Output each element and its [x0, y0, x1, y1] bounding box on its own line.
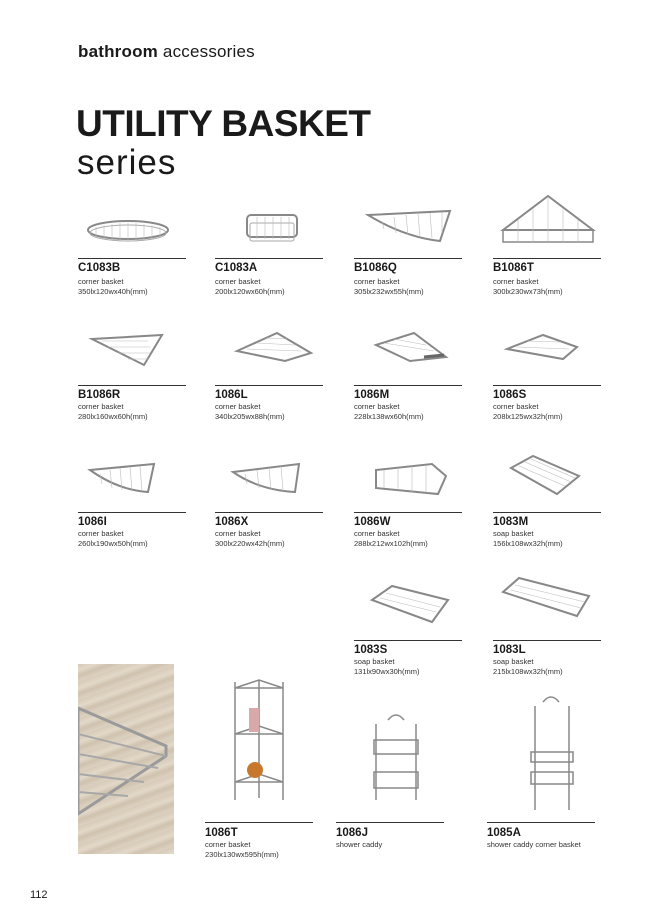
product-rule: [354, 512, 462, 513]
product-code: 1086L: [215, 389, 248, 401]
product-size: 300lx220wx42h(mm): [215, 539, 285, 548]
product-code: 1086M: [354, 389, 390, 401]
product-rule: [493, 258, 601, 259]
product-rule: [215, 385, 323, 386]
product-type: soap basket: [354, 657, 395, 666]
product-type: corner basket: [493, 277, 539, 286]
product-size: 350lx120wx40h(mm): [78, 287, 148, 296]
corner-basket-image: [215, 327, 323, 377]
rect-basket-image: [215, 205, 323, 255]
product-rule: [78, 512, 186, 513]
product-size: 131lx90wx30h(mm): [354, 667, 420, 676]
page-number: 112: [30, 889, 48, 901]
product-type: soap basket: [493, 529, 534, 538]
product-code: C1083B: [78, 262, 121, 274]
corner-shelf-unit-image: [227, 678, 291, 804]
product-type: corner basket: [354, 277, 400, 286]
page-subtitle: series: [77, 143, 177, 182]
product-size: 215lx108wx32h(mm): [493, 667, 563, 676]
product-rule: [493, 385, 601, 386]
product-code: C1083A: [215, 262, 258, 274]
product-type: soap basket: [493, 657, 534, 666]
product-code: 1085A: [487, 827, 521, 839]
product-rule: [78, 258, 186, 259]
wire-basket-closeup-image: [78, 664, 174, 854]
product-code: 1086X: [215, 516, 249, 528]
corner-basket-image: [215, 454, 323, 504]
page-title: UTILITY BASKET: [76, 103, 371, 144]
corner-basket-image: [493, 327, 601, 377]
product-rule: [493, 640, 601, 641]
product-size: 156lx108wx32h(mm): [493, 539, 563, 548]
product-rule: [215, 512, 323, 513]
product-size: 340lx205wx88h(mm): [215, 412, 285, 421]
product-type: corner basket: [78, 277, 124, 286]
product-rule: [215, 258, 323, 259]
product-code: 1086T: [205, 827, 238, 839]
product-type: corner basket: [205, 840, 251, 849]
product-size: 230lx130wx595h(mm): [205, 850, 279, 859]
product-code: 1086W: [354, 516, 391, 528]
product-code: 1083S: [354, 644, 388, 656]
product-code: B1086R: [78, 389, 121, 401]
product-code: B1086Q: [354, 262, 397, 274]
product-type: corner basket: [215, 529, 261, 538]
product-size: 288lx212wx102h(mm): [354, 539, 428, 548]
product-code: 1083L: [493, 644, 526, 656]
product-size: 260lx190wx50h(mm): [78, 539, 148, 548]
lifestyle-photo: [78, 664, 174, 854]
category-bold: bathroom: [78, 42, 158, 61]
oval-basket-image: [78, 205, 186, 255]
product-rule: [354, 385, 462, 386]
product-size: 300lx230wx73h(mm): [493, 287, 563, 296]
product-code: 1083M: [493, 516, 529, 528]
product-rule: [205, 822, 313, 823]
product-code: 1086I: [78, 516, 107, 528]
shower-caddy-image: [366, 710, 426, 810]
product-size: 208lx125wx32h(mm): [493, 412, 563, 421]
category-heading: [78, 42, 255, 62]
product-rule: [487, 822, 595, 823]
corner-basket-image: [493, 190, 601, 250]
product-size: 305lx232wx55h(mm): [354, 287, 424, 296]
soap-basket-image: [354, 582, 462, 632]
corner-basket-image: [354, 203, 462, 253]
product-rule: [354, 640, 462, 641]
product-type: corner basket: [493, 402, 539, 411]
product-rule: [336, 822, 444, 823]
product-size: 228lx138wx60h(mm): [354, 412, 424, 421]
product-type: corner basket: [78, 529, 124, 538]
soap-basket-image: [493, 574, 601, 624]
product-code: 1086J: [336, 827, 368, 839]
product-type: corner basket: [215, 277, 261, 286]
corner-basket-image: [354, 327, 462, 377]
product-type: corner basket: [78, 402, 124, 411]
product-rule: [78, 385, 186, 386]
corner-basket-image: [354, 454, 462, 504]
product-code: B1086T: [493, 262, 534, 274]
product-type: corner basket: [354, 529, 400, 538]
corner-basket-image: [78, 327, 186, 377]
shower-caddy-corner-image: [517, 692, 587, 816]
product-rule: [493, 512, 601, 513]
product-rule: [354, 258, 462, 259]
product-type: corner basket: [354, 402, 400, 411]
product-type: shower caddy corner basket: [487, 840, 581, 849]
soap-basket-image: [493, 454, 601, 504]
product-code: 1086S: [493, 389, 527, 401]
corner-basket-image: [78, 454, 186, 504]
product-size: 200lx120wx60h(mm): [215, 287, 285, 296]
product-size: 280lx160wx60h(mm): [78, 412, 148, 421]
product-type: corner basket: [215, 402, 261, 411]
product-type: shower caddy: [336, 840, 383, 849]
category-light: accessories: [162, 42, 255, 61]
